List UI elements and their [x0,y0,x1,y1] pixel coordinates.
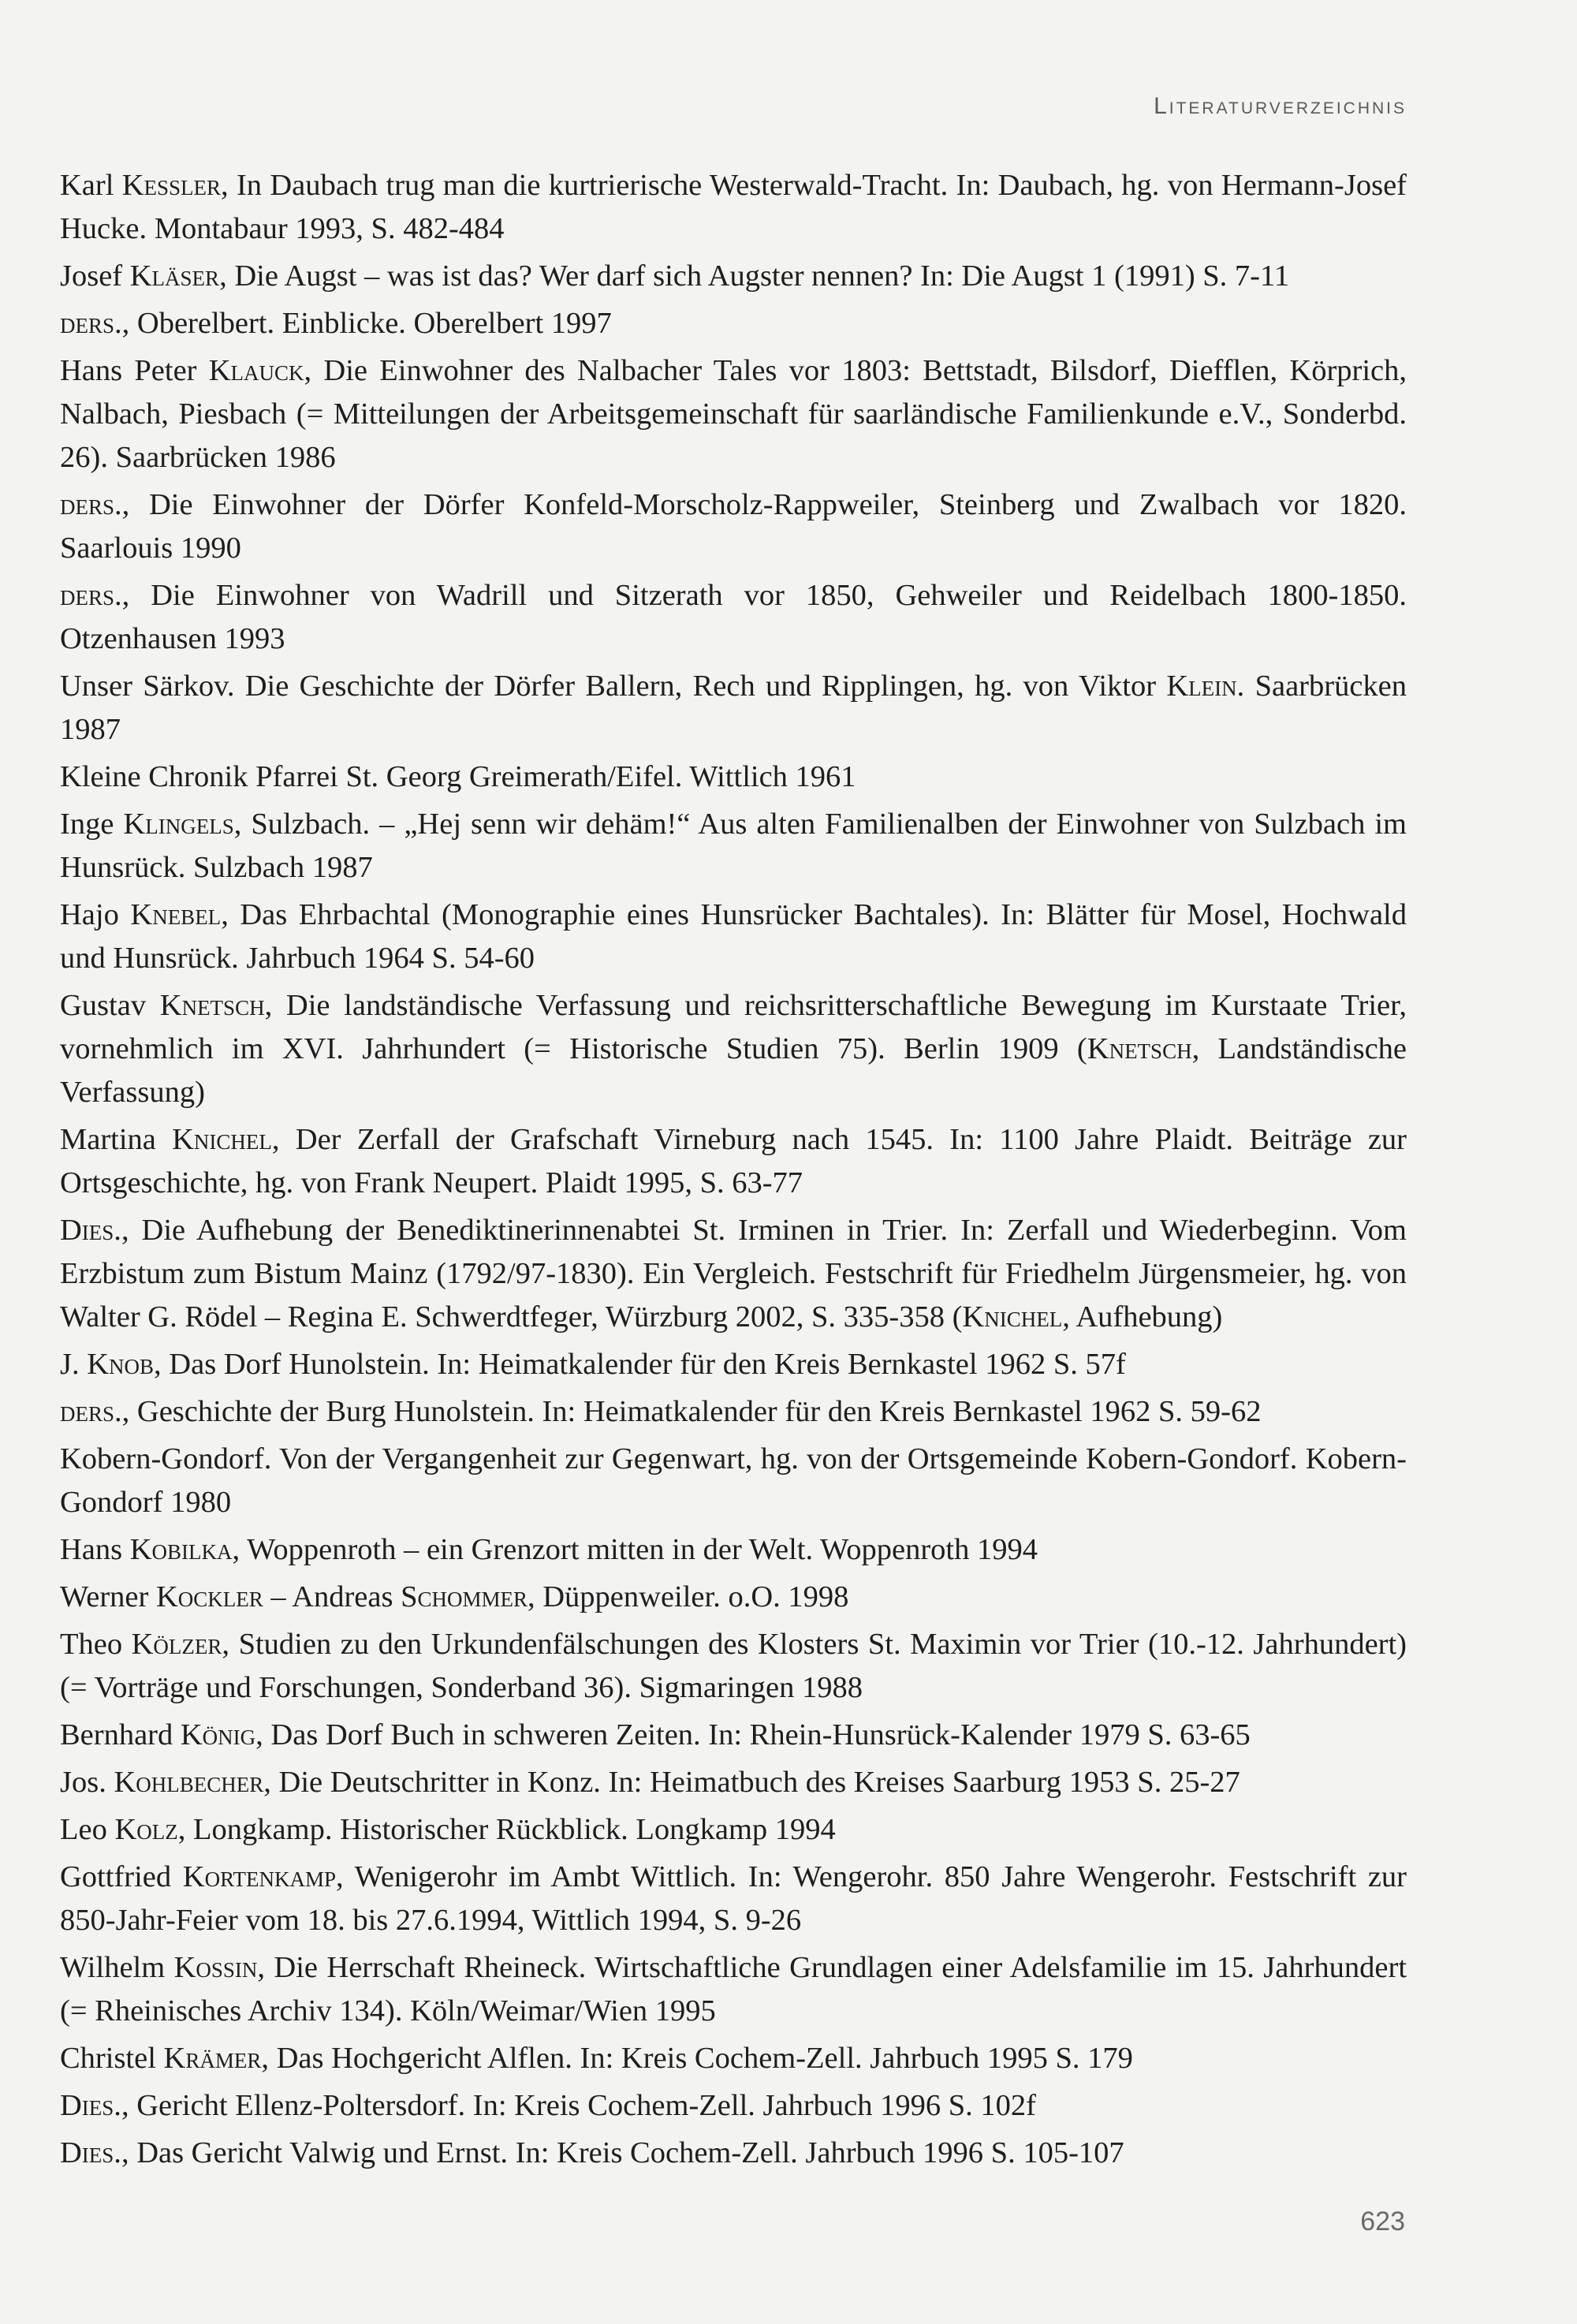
entry-text: Karl [60,169,122,202]
author-name: Knichel [172,1123,272,1156]
entry-text: Bernhard [60,1718,181,1751]
entry-text: , Oberelbert. Einblicke. Oberelbert 1997 [121,307,612,340]
bibliography-entry [60,1390,1407,1434]
entry-text: , Das Ehrbachtal (Monographie eines Hunsrücker Bachtales). In: Blätter für Mosel, Hochwald und Hunsrück. Jahrbuch 1964 S. 54-60 [60,898,1407,975]
entry-text: Gustav [60,989,160,1022]
entry-text: Hans Peter [60,354,209,387]
bibliography-entry [60,1946,1407,2033]
bibliography-entry [60,1576,1407,1619]
author-name: Kohlbecher [114,1766,264,1799]
bibliography-entry [60,1438,1407,1524]
author-name: ders. [60,307,122,340]
author-name: Dies. [60,2136,121,2169]
bibliography-entry [60,1343,1407,1386]
author-name: Knebel [130,898,222,931]
entry-text: , Die Einwohner von Wadrill und Sitzerath vor 1850, Gehweiler und Reidelbach 1800-1850. Otzenhausen 1993 [60,579,1407,655]
bibliography-entry [60,803,1407,890]
bibliography-entry [60,984,1407,1114]
entry-text: , Das Hochgericht Alflen. In: Kreis Cochem-Zell. Jahrbuch 1995 S. 179 [261,2042,1133,2075]
author-name: Dies. [60,1214,121,1247]
entry-text: Theo [60,1628,132,1661]
bibliography-entry [60,164,1407,251]
entry-text: Christel [60,2042,164,2075]
author-name: Krämer [163,2042,262,2075]
author-name: ders. [60,1395,122,1428]
author-name: Klauck [208,354,304,387]
entry-text: , Longkamp. Historischer Rückblick. Longkamp 1994 [177,1813,836,1846]
entry-text: J. [60,1348,88,1381]
bibliography-entry [60,893,1407,980]
bibliography-entry [60,2037,1407,2080]
entry-text: , Woppenroth – ein Grenzort mitten in der Welt. Woppenroth 1994 [232,1533,1038,1566]
entry-text: , Gericht Ellenz-Poltersdorf. In: Kreis Cochem-Zell. Jahrbuch 1996 S. 102f [121,2089,1036,2122]
entry-text: , Der Zerfall der Grafschaft Virneburg nach 1545. In: 1100 Jahre Plaidt. Beiträge zur Ortsgeschichte, hg. von Frank Neupert. Plaidt 1995, S. 63-77 [60,1123,1407,1199]
author-name: ders. [60,579,122,612]
entry-text: Inge [60,808,124,841]
entry-text: , Die Herrschaft Rheineck. Wirtschaftliche Grundlagen einer Adelsfamilie im 15. Jahrhundert (= Rheinisches Archiv 134). Köln/Weimar/Wien 1995 [60,1951,1407,2027]
entry-text: , Landständische Verfassung) [60,1032,1407,1109]
entry-text: Martina [60,1123,173,1156]
author-name: Kockler [155,1580,263,1613]
entry-text: , Die Aufhebung der Benediktinerinnenabtei St. Irminen in Trier. In: Zerfall und Wiederbeginn. Vom Erzbistum zum Bistum Mainz (1792/97-1830). Ein Vergleich. Festschrift für Friedhelm Jürgensmeier, hg. von Walter G. Rödel – Regina E. Schwerdtfeger, Würzburg 2002, S. 335-358 ( [60,1214,1407,1334]
entry-text: , Geschichte der Burg Hunolstein. In: Heimatkalender für den Kreis Bernkastel 1962 S. 59-62 [121,1395,1262,1428]
author-name: Kölzer [131,1628,222,1661]
entry-text: Wilhelm [60,1951,174,1984]
bibliography-entry [60,1714,1407,1757]
page-number: 623 [1360,2206,1405,2236]
bibliography-entry [60,1808,1407,1852]
bibliography-entry [60,665,1407,752]
author-name: Klingels [123,808,234,841]
entry-text: , Aufhebung) [1062,1300,1223,1334]
author-name: Knetsch [159,989,265,1022]
bibliography-entry [60,349,1407,479]
author-name: Knob [87,1348,155,1381]
entry-text: Kobern-Gondorf. Von der Vergangenheit zur Gegenwart, hg. von der Ortsgemeinde Kobern-Gondorf. Kobern-Gondorf 1980 [60,1442,1407,1519]
running-head: Literaturverzeichnis [1154,93,1407,119]
author-name: Dies. [60,2089,121,2122]
author-name: Knetsch [1087,1032,1192,1065]
entry-text: Kleine Chronik Pfarrei St. Georg Greimerath/Eifel. Wittlich 1961 [60,760,856,793]
author-name: Kessler [121,169,222,202]
bibliography-entry [60,1856,1407,1942]
entry-text: , Die Einwohner des Nalbacher Tales vor 1803: Bettstadt, Bilsdorf, Diefflen, Körprich, Nalbach, Piesbach (= Mitteilungen der Arbeitsgemeinschaft für saarländische Familienkunde e.V., Sonderbd. 26). Saarbrücken 1986 [60,354,1407,474]
author-name: Kolz [114,1813,178,1846]
bibliography-entry [60,574,1407,661]
entry-text: , Das Gericht Valwig und Ernst. In: Kreis Cochem-Zell. Jahrbuch 1996 S. 105-107 [121,2136,1124,2169]
entry-text: Jos. [60,1766,114,1799]
entry-text: , Das Dorf Buch in schweren Zeiten. In: Rhein-Hunsrück-Kalender 1979 S. 63-65 [255,1718,1251,1751]
author-name: König [180,1718,256,1751]
bibliography-entry [60,1761,1407,1804]
bibliography-entry [60,1118,1407,1205]
author-name: Kobilka [129,1533,233,1566]
entry-text: , Die Einwohner der Dörfer Konfeld-Morscholz-Rappweiler, Steinberg und Zwalbach vor 1820. Saarlouis 1990 [60,488,1407,565]
entry-text: , Sulzbach. – „Hej senn wir dehäm!“ Aus alten Familienalben der Einwohner von Sulzbach im Hunsrück. Sulzbach 1987 [60,808,1407,884]
bibliography-entry [60,483,1407,570]
bibliography-entry [60,1209,1407,1339]
entry-text: Gottfried [60,1860,183,1893]
entry-text: Werner [60,1580,156,1613]
entry-text: Hans [60,1533,130,1566]
entry-text: , Die Deutschritter in Konz. In: Heimatbuch des Kreises Saarburg 1953 S. 25-27 [263,1766,1240,1799]
author-name: Schommer [401,1580,528,1613]
entry-text: , In Daubach trug man die kurtrierische Westerwald-Tracht. In: Daubach, hg. von Hermann-Josef Hucke. Montabaur 1993, S. 482-484 [60,169,1407,245]
entry-text: , Wenigerohr im Ambt Wittlich. In: Wengerohr. 850 Jahre Wengerohr. Festschrift zur 850-Jahr-Feier vom 18. bis 27.6.1994, Wittlich 1994, S. 9-26 [60,1860,1407,1937]
entry-text: , Die landständische Verfassung und reichsritterschaftliche Bewegung im Kurstaate Trier, vornehmlich im XVI. Jahrhundert (= Historische Studien 75). Berlin 1909 ( [60,989,1407,1065]
bibliography-entry [60,255,1407,298]
bibliography-entry [60,1623,1407,1710]
entry-text: , Das Dorf Hunolstein. In: Heimatkalender für den Kreis Bernkastel 1962 S. 57f [154,1348,1126,1381]
bibliography-list [60,164,1407,2179]
entry-text: Josef [60,259,130,293]
entry-text: Hajo [60,898,131,931]
entry-text: – Andreas [263,1580,401,1613]
bibliography-entry [60,302,1407,345]
author-name: Kortenkamp [182,1860,336,1893]
bibliography-entry [60,1528,1407,1572]
author-name: Klein [1166,670,1237,703]
author-name: ders. [60,488,122,521]
author-name: Kossin [173,1951,258,1984]
author-name: Kläser [129,259,220,293]
entry-text: Unser Särkov. Die Geschichte der Dörfer Ballern, Rech und Ripplingen, hg. von Viktor [60,670,1167,703]
author-name: Knichel [962,1300,1063,1334]
entry-text: Leo [60,1813,115,1846]
entry-text: . Saarbrücken 1987 [60,670,1407,746]
entry-text: , Die Augst – was ist das? Wer darf sich Augster nennen? In: Die Augst 1 (1991) S. 7-11 [219,259,1290,293]
bibliography-entry [60,755,1407,799]
entry-text: , Studien zu den Urkundenfälschungen des Klosters St. Maximin vor Trier (10.-12. Jahrhundert) (= Vorträge und Forschungen, Sonderband 36). Sigmaringen 1988 [60,1628,1407,1704]
bibliography-entry [60,2132,1407,2175]
entry-text: , Düppenweiler. o.O. 1998 [528,1580,849,1613]
bibliography-entry [60,2084,1407,2128]
